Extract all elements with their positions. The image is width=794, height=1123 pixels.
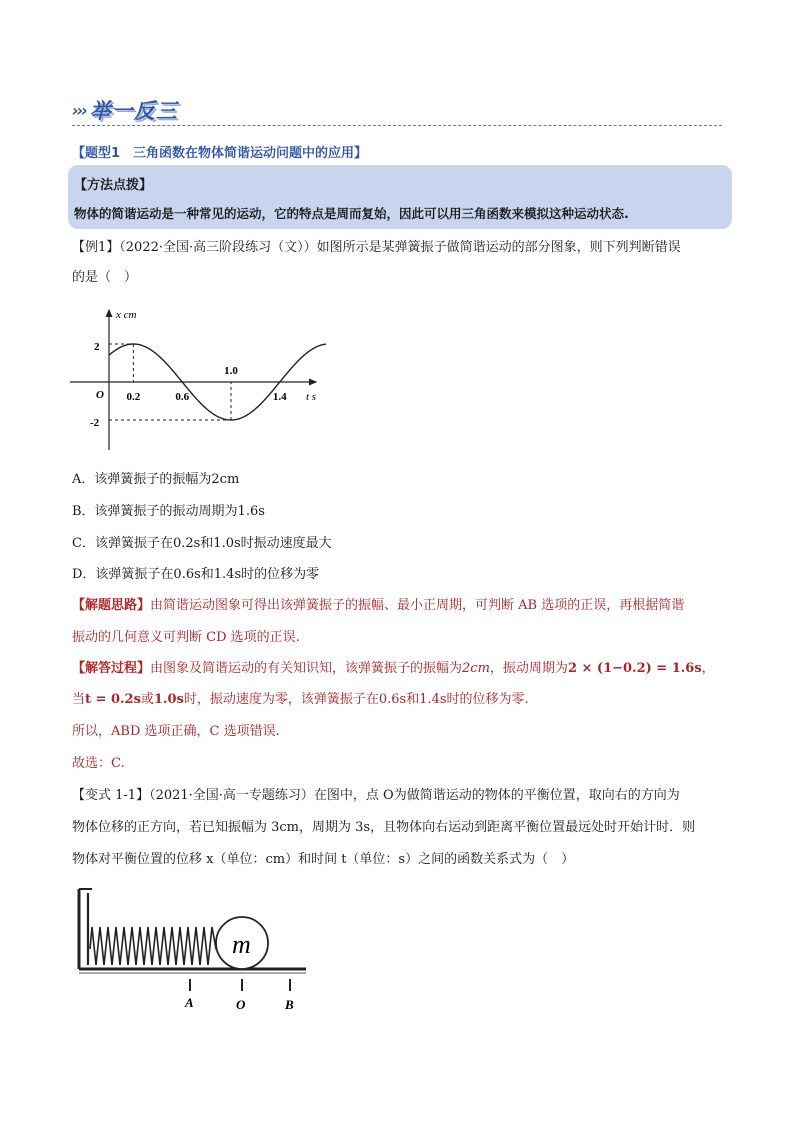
example1-line1: 【例1】（2022·全国·高三阶段练习（文））如图所示是某弹簧振子做简谐运动的部分图象，则下列判断错误 bbox=[72, 240, 681, 255]
variant-line1: 【变式 1-1】（2021·全国·高一专题练习）在图中，点 O为做简谐运动的物体的平衡位置，取向右的方向为 bbox=[72, 788, 680, 803]
process-text-e: ， bbox=[701, 661, 715, 676]
thinking-text: 由简谐运动图象可得出该弹簧振子的振幅、最小正周期，可判断 AB 选项的正误，再根据简谐 bbox=[150, 598, 685, 613]
x-tick-1-4: 1.4 bbox=[272, 391, 287, 403]
x-tick-0-2: 0.2 bbox=[126, 391, 141, 403]
answer: 故选：C. bbox=[72, 756, 125, 771]
process2-text-e: 时，振动速度为零，该弹簧振子在0.6s和1.4s时的位移为零. bbox=[183, 692, 529, 707]
y-tick-2: 2 bbox=[94, 341, 100, 353]
oscillation-graph bbox=[66, 304, 326, 456]
variant-line2: 物体位移的正方向，若已知振幅为 3cm，周期为 3s，且物体向右运动到距离平衡位置最远处时开始计时．则 bbox=[72, 820, 696, 835]
x-axis-label: t s bbox=[306, 391, 317, 403]
process-text-c: ，振动周期为 bbox=[489, 661, 568, 676]
option-b: B．该弹簧振子的振动周期为1.6s bbox=[72, 504, 265, 519]
conclusion: 所以，ABD 选项正确，C 选项错误. bbox=[72, 724, 280, 739]
logo-text: 举一反三 bbox=[89, 99, 178, 123]
x-tick-0-6: 0.6 bbox=[175, 391, 190, 403]
thinking-line1 bbox=[72, 596, 684, 616]
process-label: 【解答过程】 bbox=[72, 661, 151, 676]
logo bbox=[72, 96, 178, 124]
origin-label: O bbox=[96, 389, 104, 401]
logo-arrows-icon: ››› bbox=[72, 100, 86, 120]
time-value-2: 1.0s bbox=[153, 692, 184, 707]
y-axis-label: x cm bbox=[116, 309, 137, 321]
option-c: C．该弹簧振子在0.2s和1.0s时振动速度最大 bbox=[72, 536, 332, 551]
method-title: 【方法点拨】 bbox=[74, 178, 153, 193]
process2-text-c: 或 bbox=[140, 692, 154, 707]
example1-line2: 的是（ ） bbox=[72, 270, 138, 285]
mass-label: m bbox=[232, 930, 251, 959]
process-line2 bbox=[72, 690, 529, 710]
point-o-label: O bbox=[236, 997, 246, 1012]
period-formula: 2 × (1−0.2) = 1.6s bbox=[567, 661, 702, 676]
thinking-label: 【解题思路】 bbox=[72, 598, 151, 613]
method-box bbox=[68, 165, 732, 229]
spring-coil bbox=[90, 927, 218, 965]
y-tick-neg2: -2 bbox=[90, 417, 100, 429]
time-value-1: t = 0.2s bbox=[85, 692, 141, 707]
point-b-label: B bbox=[285, 997, 294, 1012]
process-line1 bbox=[72, 659, 715, 679]
variant-line3: 物体对平衡位置的位移 x（单位：cm）和时间 t（单位：s）之间的函数关系式为（ ） bbox=[72, 852, 575, 867]
thinking-line2: 振动的几何意义可判断 CD 选项的正误. bbox=[72, 630, 300, 645]
spring-mass-figure bbox=[70, 885, 320, 1015]
process2-text-a: 当 bbox=[72, 692, 86, 707]
process-text-a: 由图象及简谐运动的有关知识知，该弹簧振子的振幅为 bbox=[150, 661, 463, 676]
point-a-label: A bbox=[185, 995, 194, 1010]
x-tick-1-0: 1.0 bbox=[224, 365, 238, 377]
section-title: 【题型1 三角函数在物体简谐运动问题中的应用】 bbox=[72, 146, 368, 161]
method-text: 物体的简谐运动是一种常见的运动，它的特点是周而复始，因此可以用三角函数来模拟这种运动状态. bbox=[74, 206, 629, 221]
amplitude-value: 2cm bbox=[462, 661, 490, 676]
option-a: A．该弹簧振子的振幅为2cm bbox=[72, 472, 240, 487]
header-divider bbox=[72, 125, 722, 126]
option-d: D．该弹簧振子在0.6s和1.4s时的位移为零 bbox=[72, 567, 320, 582]
